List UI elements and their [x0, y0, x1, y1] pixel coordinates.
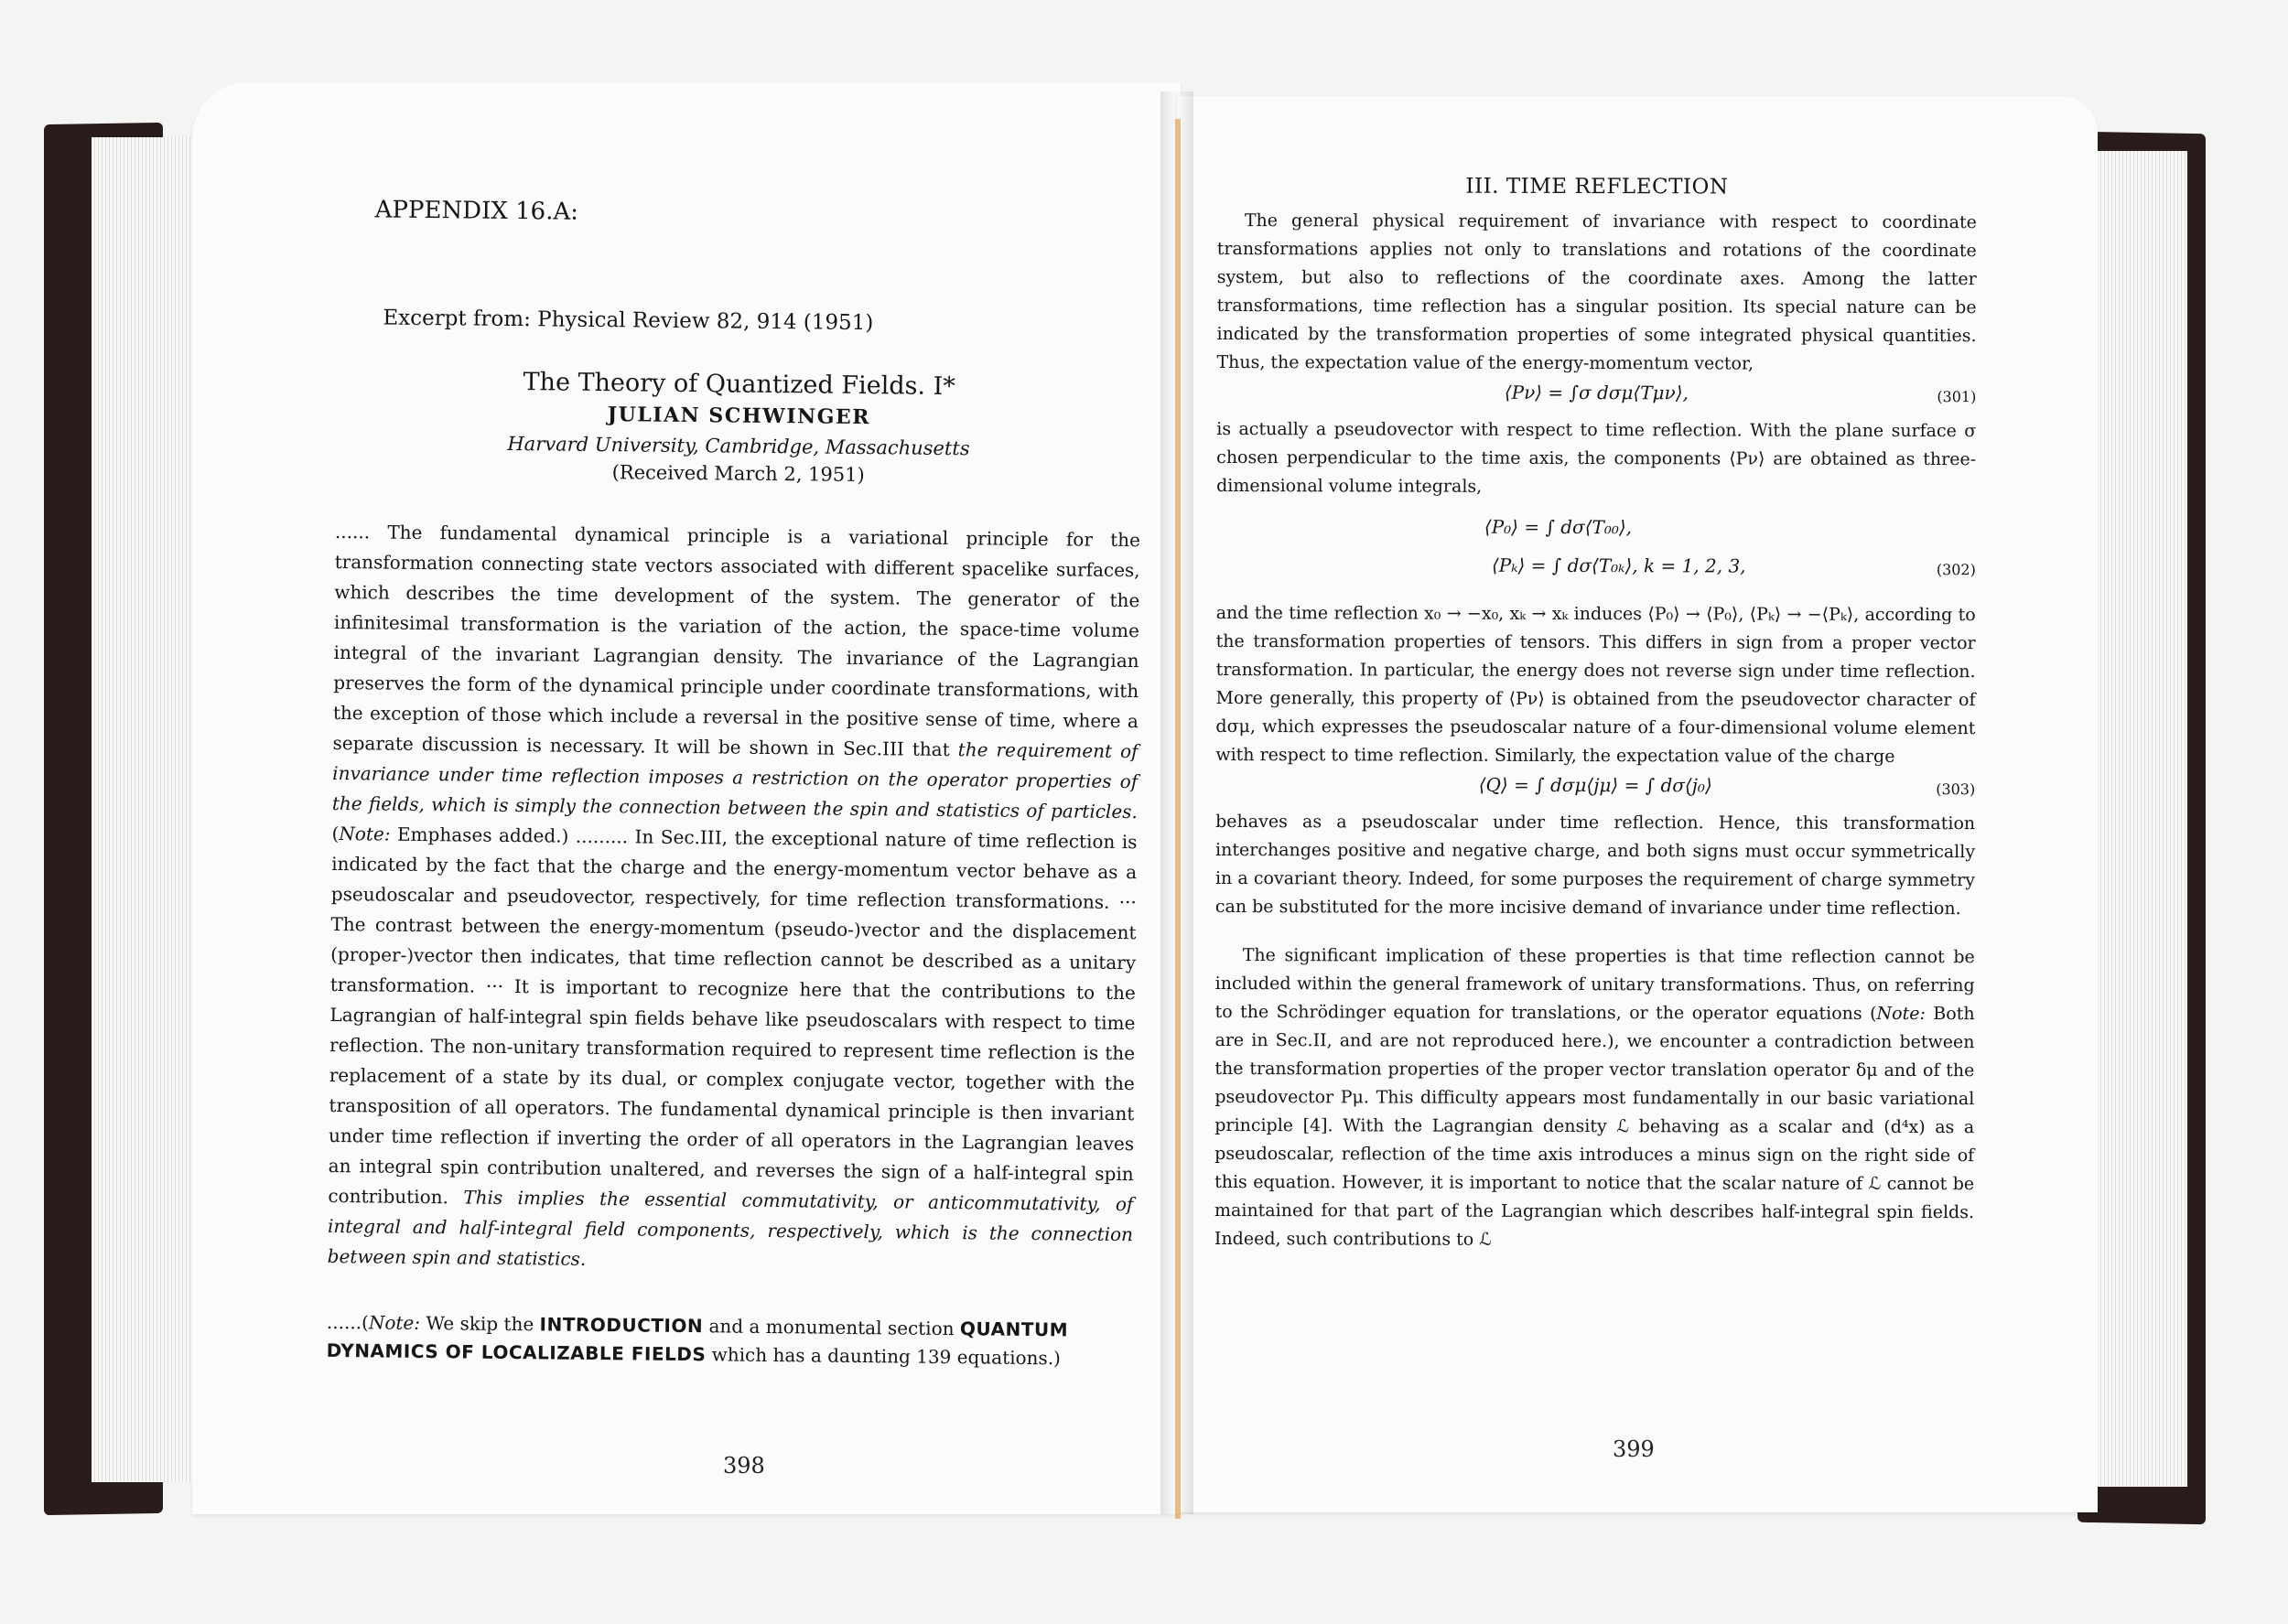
paragraph: and the time reflection x₀ → −x₀, xₖ → xₖ induces ⟨P₀⟩ → ⟨P₀⟩, ⟨Pₖ⟩ → −⟨Pₖ⟩, according to the transformation properties of tensors. This differs in sign from a proper vector transformation. In particular, the energy does not reverse sign under time reflection. More generally, this property of ⟨Pν⟩ is obtained from the pseudovector character of dσμ, which expresses the pseudoscalar nature of a four-dimensional volume element with respect to time reflection. Similarly, the expectation value of the charge [1215, 602, 1976, 767]
paragraph: The general physical requirement of invariance with respect to coordinate transformations applies not only to translations and rotations of the coordinate system, but also to reflections of the coordinate axes. Among the latter transformations, time reflection has a singular position. Its special nature can be indicated by the transformation properties of some integrated physical quantities. Thus, the expectation value of the energy-momentum vector, [1216, 210, 1977, 374]
equation-303 [1215, 769, 1975, 810]
section-heading: III. TIME REFLECTION [1465, 174, 1729, 199]
paragraph [1214, 941, 1975, 1255]
article-title: The Theory of Quantized Fields. I* [523, 368, 955, 402]
text-run: Emphases added.) ......... In Sec.III, the exceptional nature of time reflection is indicated by the fact that the charge and the energy-momentum vector behave as a pseudoscalar and pseudovector, respectively, for time reflection transformations. ··· The contrast between the energy-momentum (pseudo-)vector and the displacement (proper-)vector then indicates, that time reflection cannot be described as a unitary transformation. ··· It is important to recognize here that the contributions to the Lagrangian of half-integral spin fields behave like pseudoscalars with respect to time reflection. The non-unitary transformation required to represent time reflection is the replacement of a state by its dual, or complex conjugate vector, together with the transposition of all operators. The fundamental dynamical principle is then invariant under time reflection if inverting the order of all operators in the Lagrangian leaves an integral spin contribution unaltered, and reverses the sign of a half-integral spin contribution. [328, 823, 1138, 1209]
page-number-right: 399 [1613, 1436, 1655, 1462]
abstract-paragraph [328, 517, 1141, 1280]
equation-expression: ⟨Q⟩ = ∫ dσμ⟨jμ⟩ = ∫ dσ⟨j₀⟩ [1478, 773, 1712, 797]
equation-301 [1216, 377, 1976, 417]
equation-number: (301) [1937, 388, 1977, 406]
emphasis-run: This implies the essential commutativity, or anticommutativity, of integral and half-integral field components, respectively, which is the connection between spin and statistics. [327, 1186, 1134, 1270]
equation-expression: ⟨Pₖ⟩ = ∫ dσ⟨T₀ₖ⟩, k = 1, 2, 3, [1491, 554, 1746, 577]
appendix-heading: APPENDIX 16.A: [374, 196, 579, 226]
text-run: ( [331, 822, 340, 845]
received-date: (Received March 2, 1951) [611, 461, 865, 487]
page-number-left: 398 [723, 1453, 765, 1479]
text-run: which has a daunting 139 equations.) [706, 1343, 1062, 1370]
section-name-introduction: INTRODUCTION [539, 1313, 704, 1338]
note-label: Note: [368, 1311, 421, 1335]
editor-note [326, 1308, 1132, 1373]
equation-expression: ⟨P₀⟩ = ∫ dσ⟨T₀₀⟩, [1484, 515, 1633, 539]
paragraph: is actually a pseudovector with respect to time reflection. With the plane surface σ chosen perpendicular to the time axis, the components ⟨Pν⟩ are obtained as three-dimensional volume integrals, [1216, 418, 1977, 497]
text-run: ...... The fundamental dynamical principle is a variational principle for the transformation connecting state vectors associated with different spacelike surfaces, which describes the time development of the system. The generator of the infinitesimal transformation is the variation of the action, the space-time volume integral of the invariant Lagrangian density. The invariance of the Lagrangian preserves the form of the dynamical principle under coordinate transformations, with the exception of those which include a reversal in the positive sense of time, where a separate discussion is necessary. It will be shown in Sec.III that [332, 520, 1141, 761]
note-label: Note: [1876, 1003, 1926, 1025]
excerpt-source: Excerpt from: Physical Review 82, 914 (1951) [383, 306, 874, 336]
equation-number: (302) [1936, 561, 1976, 579]
text-run: and a monumental section [703, 1315, 961, 1340]
spine-band [1175, 119, 1181, 1519]
right-page-content [1214, 174, 1977, 1255]
author-affiliation: Harvard University, Cambridge, Massachusetts [507, 432, 970, 460]
paragraph: behaves as a pseudoscalar under time reflection. Hence, this transformation interchanges positive and negative charge, and both signs must occur symmetrically in a covariant theory. Indeed, for some purposes the requirement of charge symmetry can be substituted for the more incisive demand of invariance under time reflection. [1214, 811, 1976, 920]
note-label: Note: [339, 823, 391, 845]
equation-302 [1216, 511, 1976, 590]
text-run: ......( [326, 1310, 370, 1334]
left-page-content [326, 183, 1143, 1373]
text-run: The significant implication of these properties is that time reflection cannot be included within the general framework of unitary transformations. Thus, on referring to the Schrödinger equation for translations, or the operator equations ( [1214, 945, 1975, 1024]
section-name-quantum-dynamics: QUANTUM DYNAMICS OF LOCALIZABLE FIELDS [326, 1317, 1069, 1366]
equation-line [1216, 511, 1976, 552]
equation-line [1216, 550, 1976, 590]
equation-expression: ⟨Pν⟩ = ∫σ dσμ⟨Tμν⟩, [1504, 381, 1689, 404]
text-run: Both are in Sec.II, and are not reproduced here.), we encounter a contradiction between the transformation properties of the proper vector translation operator δμ and of the pseudovector Pμ. This difficulty appears most fundamentally in our basic variational principle [4]. With the Lagrangian density ℒ behaving as a scalar and (d⁴x) as a pseudoscalar, reflection of the time axis introduces a minus sign on the right side of this equation. However, it is important to notice that the scalar nature of ℒ cannot be maintained for that part of the Lagrangian which describes half-integral spin fields. Indeed, such contributions to ℒ [1214, 1004, 1975, 1250]
text-run: We skip the [419, 1312, 540, 1336]
article-author: JULIAN SCHWINGER [607, 403, 871, 430]
emphasis-run: the requirement of invariance under time reflection imposes a restriction on the operator properties of the fields, which is simply the connection between the spin and statistics of particles. [331, 738, 1139, 823]
equation-number: (303) [1936, 780, 1976, 799]
